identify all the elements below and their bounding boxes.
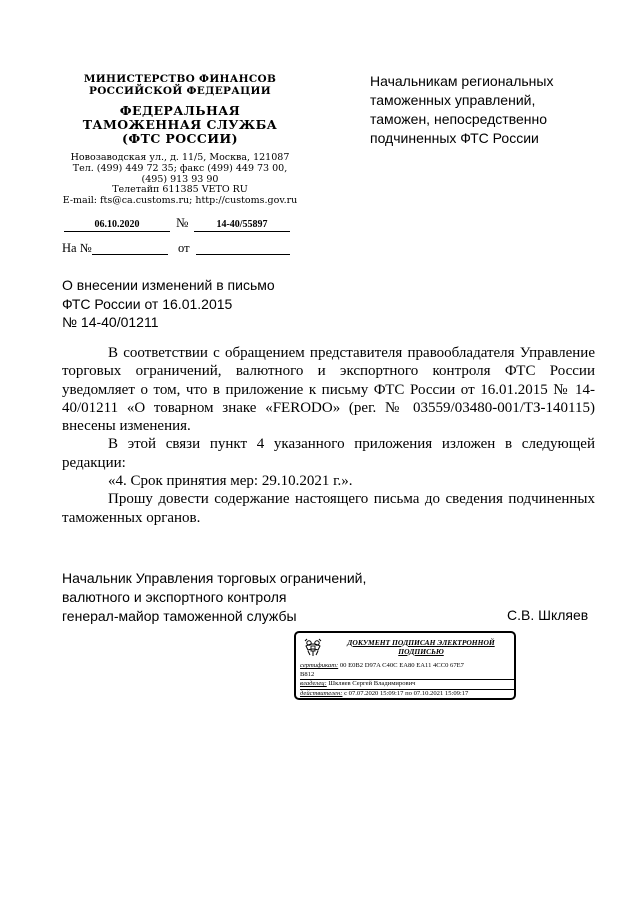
- addressee-line4: подчиненных ФТС России: [370, 130, 539, 146]
- certificate-value: 00 E0B2 D97A C40C EA80 EA11 4CC0 67E7: [339, 662, 464, 669]
- body-paragraph-2: В этой связи пункт 4 указанного приложения изложен в следующей редакции:: [62, 436, 595, 471]
- stamp-owner-row: [300, 680, 514, 690]
- address-line2: Тел. (499) 449 72 35; факс (499) 449 73 00,: [72, 162, 288, 174]
- addressee-line3: таможен, непосредственно: [370, 111, 548, 127]
- signatory-name: С.В. Шкляев: [507, 607, 589, 623]
- addressee-line2: таможенных управлений,: [370, 92, 536, 108]
- letterhead: [60, 73, 300, 207]
- service-name-line2: ТАМОЖЕННАЯ СЛУЖБА: [82, 117, 278, 132]
- reply-to-number-field: [92, 254, 168, 255]
- addressee-block: [370, 72, 590, 148]
- body-paragraph-1: В соответствии с обращением представителя правообладателя Управление торговых ограничений, валютного и экспортного контроля ФТС России уведомляет о том, что в приложение к письму ФТС России от 16.01.2015 № 14-40/01211 «О товарном знаке «FERODO» (рег. № 03559/03480-001/ТЗ-140115) внесены изменения.: [62, 345, 595, 435]
- reply-to-number-label: На №: [62, 241, 92, 255]
- subject-line1: О внесении изменений в письмо: [62, 277, 275, 293]
- stamp-details: [300, 662, 514, 698]
- subject-line2: ФТС России от 16.01.2015: [62, 295, 233, 312]
- registration-date: 06.10.2020: [64, 219, 170, 232]
- body-paragraph-3: «4. Срок принятия мер: 29.10.2021 г.».: [108, 473, 353, 490]
- address-line3: (495) 913 93 90: [141, 173, 219, 185]
- reply-from-field: [196, 254, 290, 255]
- position-line1: Начальник Управления торговых ограничений,: [62, 570, 367, 586]
- service-name-line3: (ФТС РОССИИ): [122, 131, 238, 146]
- owner-label: владелец:: [300, 680, 327, 688]
- stamp-title-line1: ДОКУМЕНТ ПОДПИСАН ЭЛЕКТРОННОЙ: [347, 638, 495, 647]
- address-line4: Телетайп 611385 VETO RU: [112, 184, 248, 196]
- ministry-name-line1: МИНИСТЕРСТВО ФИНАНСОВ: [83, 73, 277, 85]
- registration-number: 14-40/55897: [194, 219, 290, 232]
- validity-label: действителен:: [300, 689, 343, 697]
- body-paragraph-4: Прошу довести содержание настоящего письма до сведения подчиненных таможенных органов.: [62, 491, 595, 526]
- certificate-value-cont: B812: [300, 670, 315, 678]
- registration-number-label: №: [176, 215, 189, 230]
- ministry-name-line2: РОССИЙСКОЙ ФЕДЕРАЦИИ: [89, 85, 271, 97]
- stamp-certificate-row-cont: [300, 671, 514, 681]
- stamp-title-line2: ПОДПИСЬЮ: [398, 647, 444, 656]
- coat-of-arms-icon: [303, 637, 323, 657]
- position-line3: генерал-майор таможенной службы: [62, 608, 297, 624]
- reply-from-label: от: [178, 241, 190, 255]
- owner-value: Шкляев Сергей Владимирович: [328, 680, 416, 688]
- letter-body: [62, 344, 595, 527]
- address-line1: Новозаводская ул., д. 11/5, Москва, 121087: [70, 152, 290, 163]
- subject-line3: № 14-40/01211: [62, 314, 159, 330]
- stamp-title: [328, 638, 514, 656]
- stamp-validity-row: [300, 690, 514, 699]
- certificate-label: сертификат:: [300, 662, 339, 669]
- electronic-signature-stamp: [294, 631, 516, 700]
- signatory-position: [62, 569, 422, 626]
- validity-value: с 07.07.2020 15:09:17 по 07.10.2021 15:09:17: [344, 689, 469, 697]
- subject-block: [62, 276, 322, 332]
- addressee-line1: Начальникам региональных: [370, 73, 554, 89]
- address-line5: E-mail: fts@ca.customs.ru; http://customs.gov.ru: [62, 195, 298, 207]
- position-line2: валютного и экспортного контроля: [62, 589, 287, 605]
- service-name-line1: ФЕДЕРАЛЬНАЯ: [119, 103, 241, 118]
- stamp-certificate-row: [300, 662, 514, 671]
